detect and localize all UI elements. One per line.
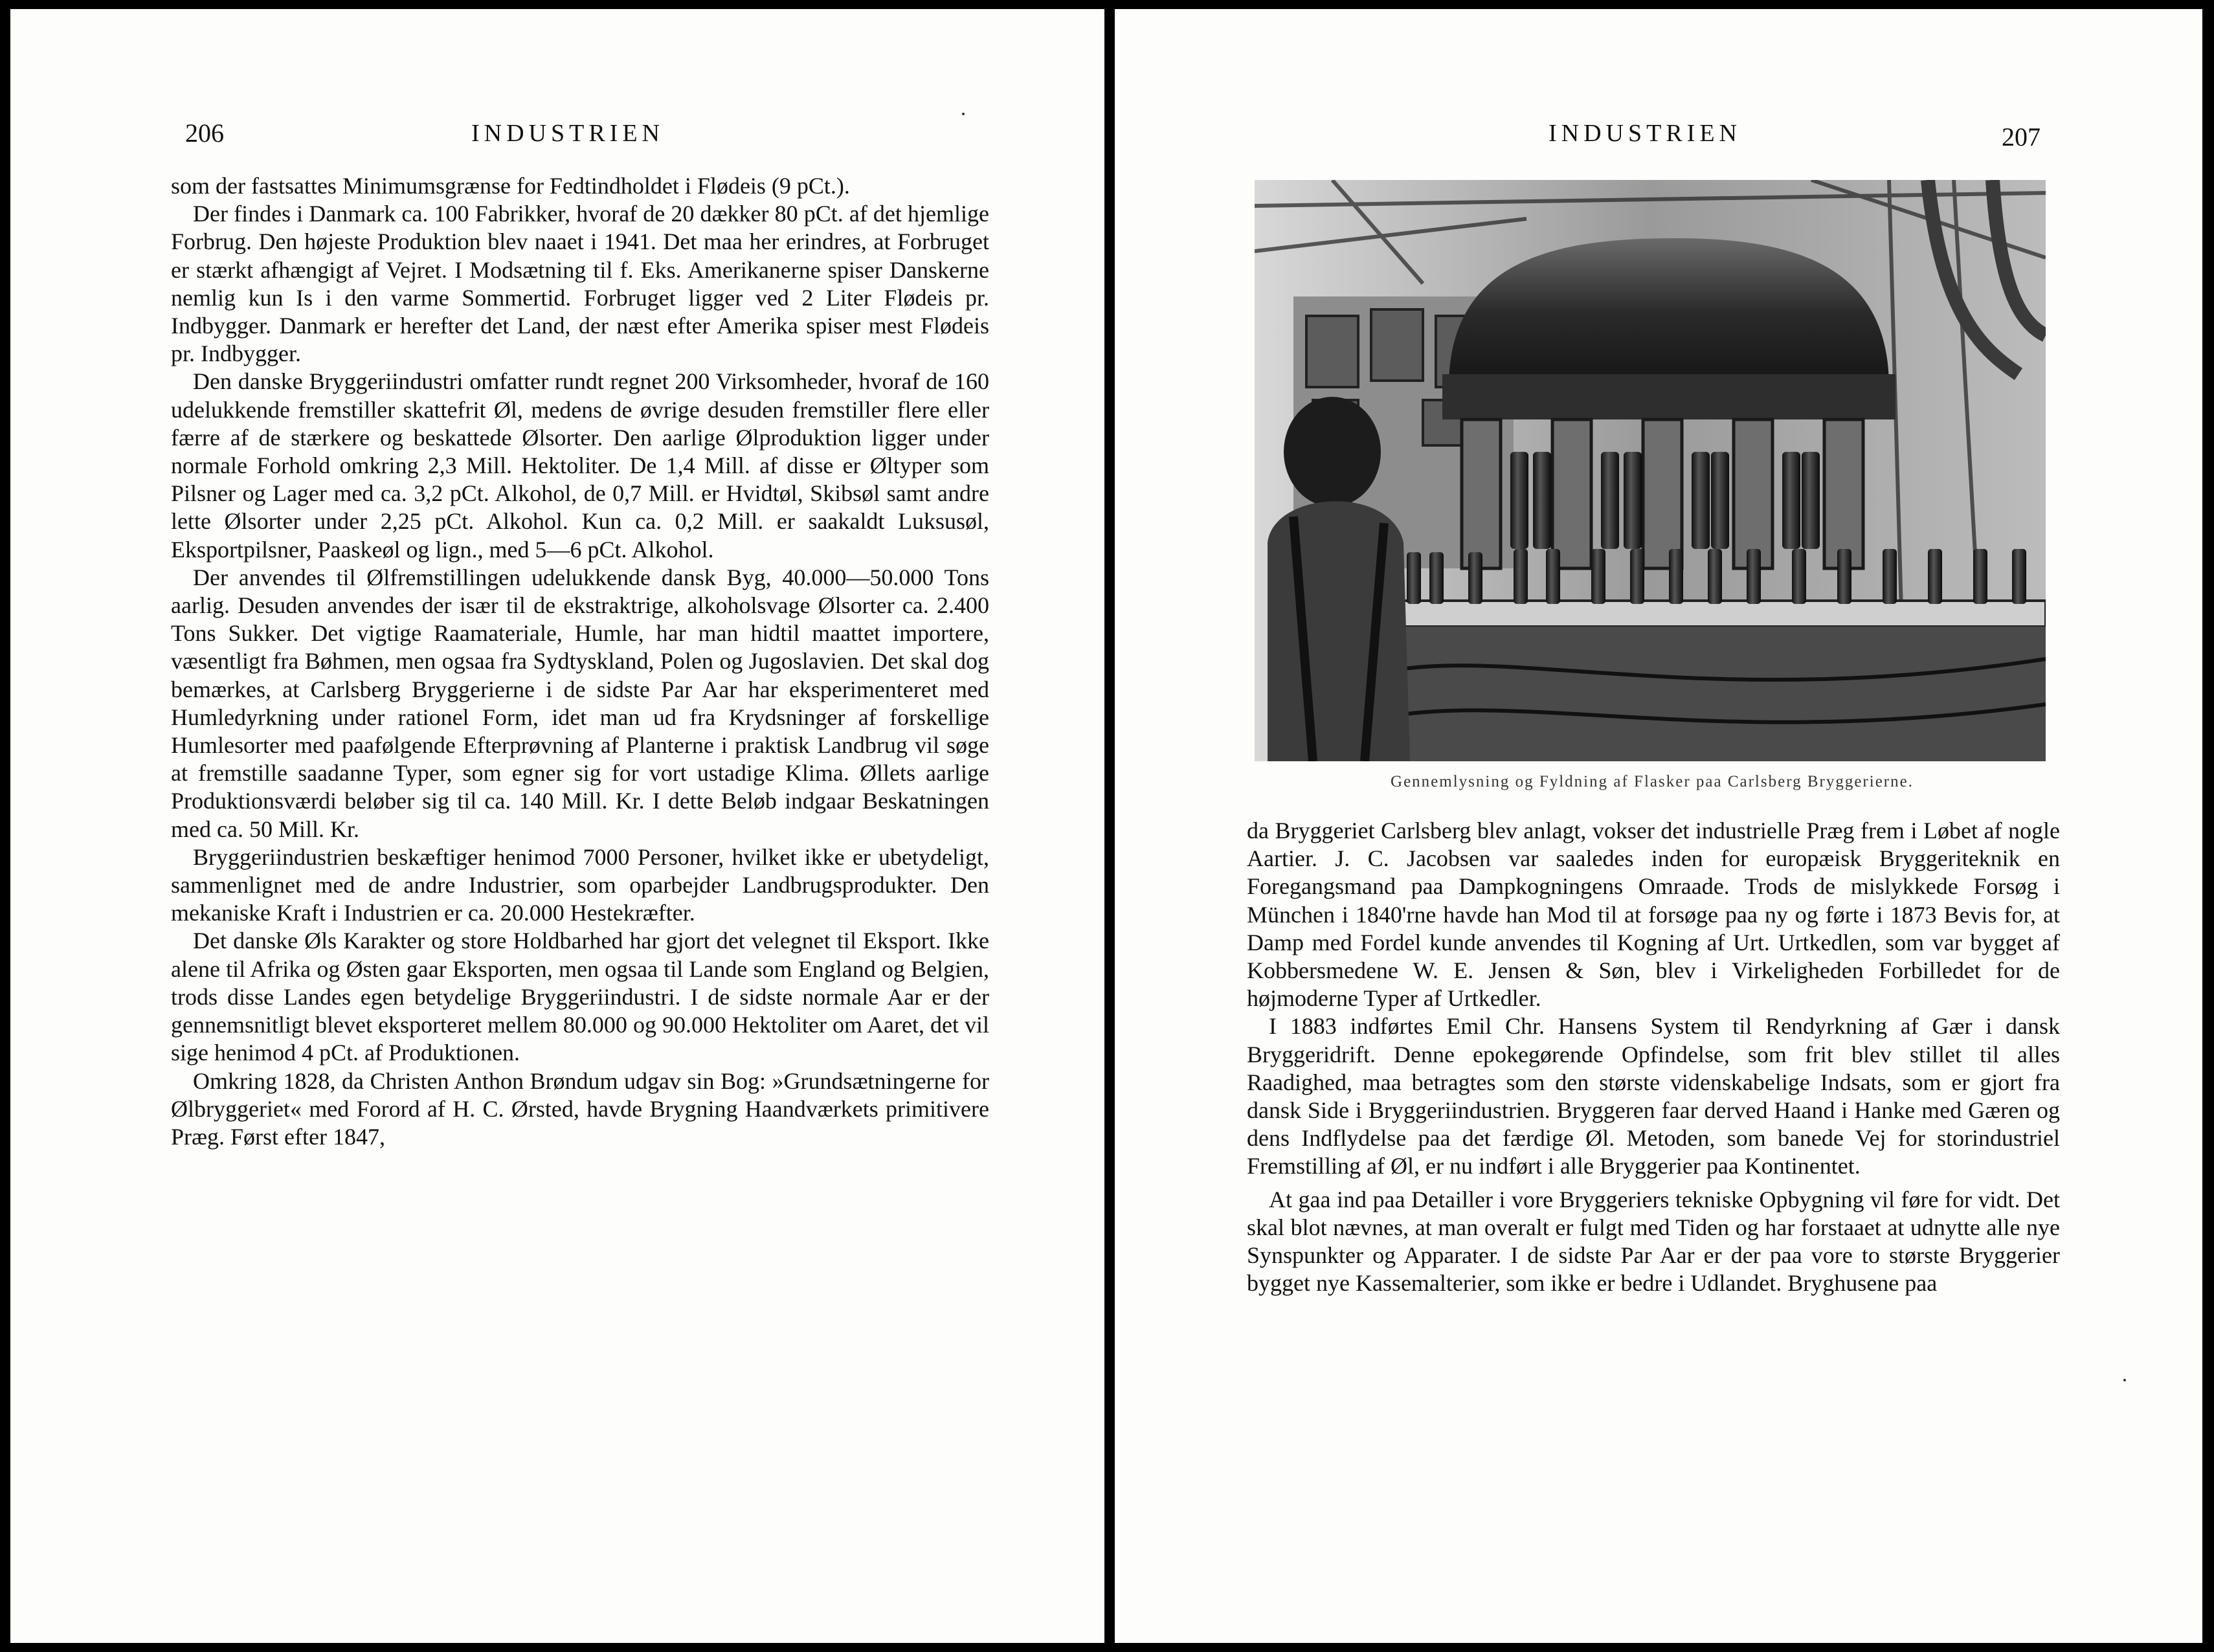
paragraph: Omkring 1828, da Christen Anthon Brøndum udgav sin Bog: »Grundsætningerne for Ølbryggeriet« med Forord af H. C. Ørsted, havde Brygning Haandværkets primitivere Præg. Først efter 1847, — [171, 1067, 989, 1150]
paragraph: Den danske Bryggeriindustri omfatter rundt regnet 200 Virksomheder, hvoraf de 160 udelukkende fremstiller skattefrit Øl, medens de øvrige desuden fremstiller flere eller færre af de stærkere og beskattede Ølsorter. Den aarlige Ølproduktion ligger under normale Forhold omkring 2,3 Mill. Hektoliter. De 1,4 Mill. af disse er Øltyper som Pilsner og Lager med ca. 3,2 pCt. Alkohol, de 0,7 Mill. er Hvidtøl, Skibsøl samt andre lette Ølsorter under 2,25 pCt. Alkohol. Kun ca. 0,2 Mill. er saakaldt Luksusøl, Eksportpilsner, Paaskeøl og lign., med 5—6 pCt. Alkohol. — [171, 368, 989, 563]
left-body-text — [171, 172, 989, 1151]
paragraph: Bryggeriindustrien beskæftiger henimod 7000 Personer, hvilket ikke er ubetydeligt, sammenlignet med de andre Industrier, som oparbejder Landbrugsprodukter. Den mekaniske Kraft i Industrien er ca. 20.000 Hestekræfter. — [171, 843, 989, 926]
running-header: INDUSTRIEN — [1549, 120, 1741, 147]
page-number: 206 — [185, 118, 224, 148]
left-page — [10, 9, 1104, 1643]
scan-speck — [2123, 1379, 2126, 1381]
right-body-text — [1247, 817, 2060, 1297]
paragraph: I 1883 indførtes Emil Chr. Hansens System til Rendyrkning af Gær i dansk Bryggeridrift. Denne epokegørende Opfindelse, som frit blev stillet til alles Raadighed, maa betragtes som den største videnskabelige Indsats, som er gjort fra dansk Side i Bryggeriindustrien. Bryggeren faar derved Haand i Hanke med Gæren og dens Indflydelse paa det færdige Øl. Metoden, som banede Vej for storindustriel Fremstilling af Øl, er nu indført i alle Bryggerier paa Kontinentet. — [1247, 1013, 2060, 1179]
paragraph: Der anvendes til Ølfremstillingen udelukkende dansk Byg, 40.000—50.000 Tons aarlig. Desuden anvendes der især til de ekstraktrige, alkoholsvage Ølsorter ca. 2.400 Tons Sukker. Det vigtige Raamateriale, Humle, har man hidtil maattet importere, væsentligt fra Bøhmen, men ogsaa fra Sydtyskland, Polen og Jugoslavien. Det skal dog bemærkes, at Carlsberg Bryggerierne i de sidste Par Aar har eksperimenteret med Humledyrkning under rationel Form, idet man ud fra Krydsninger af forskellige Humlesorter med paafølgende Efterprøvning af Planterne i praktisk Landbrug vil søge at fremstille saadanne Typer, som egner sig for vort ustadige Klima. Øllets aarlige Produktionsværdi beløber sig til ca. 140 Mill. Kr. I dette Beløb indgaar Beskatningen med ca. 50 Mill. Kr. — [171, 564, 989, 842]
paragraph: At gaa ind paa Detailler i vore Bryggeriers tekniske Opbygning vil føre for vidt. Det skal blot nævnes, at man overalt er fulgt med Tiden og har forstaaet at udnytte alle nye Synspunkter og Apparater. I de sidste Par Aar er der paa vore to største Bryggerier bygget nye Kassemalterier, som ikke er bedre i Udlandet. Bryghusene paa — [1247, 1186, 2060, 1297]
paragraph: da Bryggeriet Carlsberg blev anlagt, vokser det industrielle Præg frem i Løbet af nogle Aartier. J. C. Jacobsen var saaledes inden for europæisk Bryggeriteknik en Foregangsmand paa Dampkogningens Omraade. Trods de mislykkede Forsøg i München i 1840'rne havde han Mod til at forsøge paa ny og førte i 1873 Bevis for, at Damp med Fordel kunde anvendes til Kogning af Urt. Urtkedlen, som var bygget af Kobbersmedene W. E. Jensen & Søn, blev i Virkeligheden Forbilledet for de højmoderne Typer af Urtkedler. — [1247, 818, 2060, 1012]
paragraph: Det danske Øls Karakter og store Holdbarhed har gjort det velegnet til Eksport. Ikke alene til Afrika og Østen gaar Eksporten, men ogsaa til Lande som England og Belgien, trods disse Landes egen betydelige Bryggeriindustri. I de sidste normale Aar er der gennemsnitligt blevet eksporteret mellem 80.000 og 90.000 Hektoliter om Aaret, det vil sige henimod 4 pCt. af Produktionen. — [171, 928, 989, 1066]
running-header: INDUSTRIEN — [471, 120, 664, 147]
photo-bottling-machine — [1255, 180, 2046, 761]
right-page — [1115, 9, 2202, 1643]
paragraph: som der fastsattes Minimumsgrænse for Fedtindholdet i Flødeis (9 pCt.). — [171, 173, 850, 199]
photo-caption: Gennemlysning og Fyldning af Flasker paa Carlsberg Bryggerierne. — [1391, 773, 1914, 790]
scan-speck — [962, 113, 965, 115]
paragraph: Der findes i Danmark ca. 100 Fabrikker, hvoraf de 20 dækker 80 pCt. af det hjemlige Forbrug. Den højeste Produktion blev naaet i 1941. Det maa her erindres, at Forbruget er stærkt afhængigt af Vejret. I Modsætning til f. Eks. Amerikanerne spiser Danskerne nemlig kun Is i den varme Sommertid. Forbruget ligger ved 2 Liter Flødeis pr. Indbygger. Danmark er herefter det Land, der næst efter Amerika spiser mest Flødeis pr. Indbygger. — [171, 201, 989, 367]
page-number: 207 — [2002, 122, 2041, 151]
